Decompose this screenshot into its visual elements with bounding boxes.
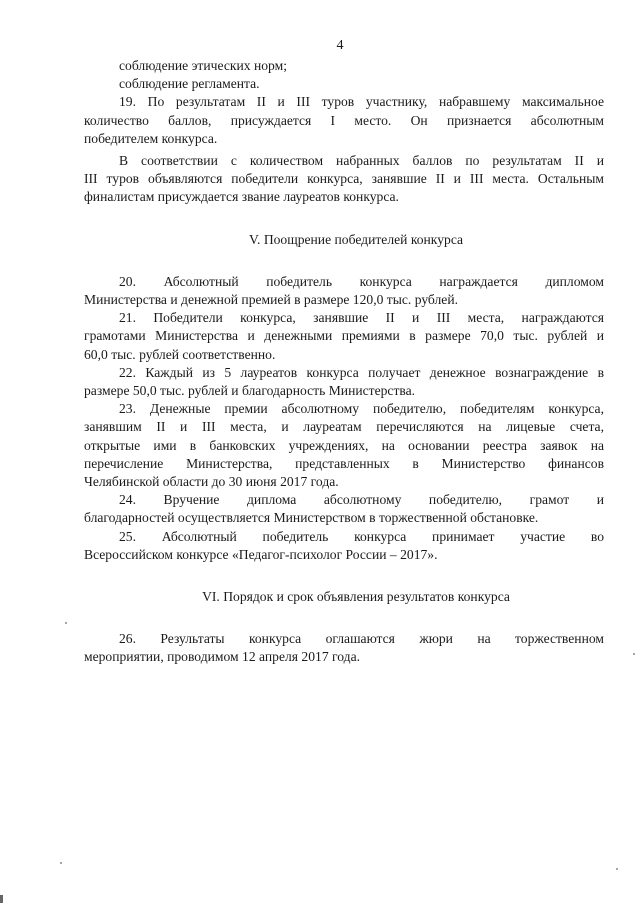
scan-speck xyxy=(633,653,635,655)
paragraph-line: благодарностей осуществляется Министерством в торжественной обстановке. xyxy=(84,510,539,526)
paragraph-23 xyxy=(84,400,604,491)
paragraph-line: 26. Результаты конкурса оглашаются жюри на торжественном xyxy=(119,631,604,647)
section-vi-heading: VI. Порядок и срок объявления результатов конкурса xyxy=(202,589,510,605)
paragraph-line: перечисление Министерства, представленных в Министерство финансов xyxy=(84,455,604,471)
paragraph-line: открытые ими в банковских учреждениях, на основании реестра заявок на xyxy=(84,437,604,453)
paragraph-26 xyxy=(84,630,604,666)
paragraph-line: Всероссийском конкурсе «Педагог-психолог России – 2017». xyxy=(84,546,438,562)
scan-edge-mark xyxy=(0,895,3,903)
paragraph-line: количество баллов, присуждается I место. Он признается абсолютным xyxy=(84,112,604,128)
section-v-heading: V. Поощрение победителей конкурса xyxy=(248,231,464,247)
paragraph-line: 21. Победители конкурса, занявшие II и III места, награждаются xyxy=(119,310,604,326)
paragraph-20 xyxy=(84,273,604,309)
paragraph-22 xyxy=(84,364,604,400)
paragraph-25 xyxy=(84,528,604,564)
paragraph-line: финалистам присуждается звание лауреатов конкурса. xyxy=(84,189,399,205)
paragraph-line: победителем конкурса. xyxy=(84,130,218,146)
paragraph-line: 23. Денежные премии абсолютному победителю, победителям конкурса, xyxy=(119,401,604,417)
paragraph-21 xyxy=(84,309,604,364)
paragraph-line: занявшим II и III места, и лауреатам перечисляются на лицевые счета, xyxy=(84,419,604,435)
paragraph-line: грамотами Министерства и денежными премиями в размере 70,0 тыс. рублей и xyxy=(84,328,604,344)
page-number: 4 xyxy=(336,38,344,53)
list-item-regulation: соблюдение регламента. xyxy=(119,76,260,92)
paragraph-line: Министерства и денежной премией в размере 120,0 тыс. рублей. xyxy=(84,292,459,308)
list-item-ethics: соблюдение этических норм; xyxy=(119,58,287,73)
paragraph-line: 25. Абсолютный победитель конкурса принимает участие во xyxy=(119,528,604,544)
scan-speck xyxy=(65,622,67,624)
paragraph-line: 24. Вручение диплома абсолютному победителю, грамот и xyxy=(119,492,604,508)
paragraph-line: мероприятии, проводимом 12 апреля 2017 года. xyxy=(84,649,361,665)
document-body xyxy=(84,57,604,667)
scan-speck xyxy=(60,862,62,864)
paragraph-line: 60,0 тыс. рублей соответственно. xyxy=(84,346,276,362)
scan-speck xyxy=(616,868,618,870)
paragraph-line: Челябинской области до 30 июня 2017 года. xyxy=(84,474,339,490)
paragraph-19-continued xyxy=(84,152,604,207)
paragraph-line: размере 50,0 тыс. рублей и благодарность Министерства. xyxy=(84,383,416,399)
paragraph-19 xyxy=(84,93,604,148)
paragraph-line: 20. Абсолютный победитель конкурса награждается дипломом xyxy=(119,273,604,289)
paragraph-line: III туров объявляются победители конкурса, занявшие II и III места. Остальным xyxy=(84,171,604,187)
paragraph-line: В соответствии с количеством набранных баллов по результатам II и xyxy=(119,153,604,169)
paragraph-line: 19. По результатам II и III туров участнику, набравшему максимальное xyxy=(119,94,604,110)
paragraph-line: 22. Каждый из 5 лауреатов конкурса получает денежное вознаграждение в xyxy=(119,364,604,380)
paragraph-24 xyxy=(84,491,604,527)
